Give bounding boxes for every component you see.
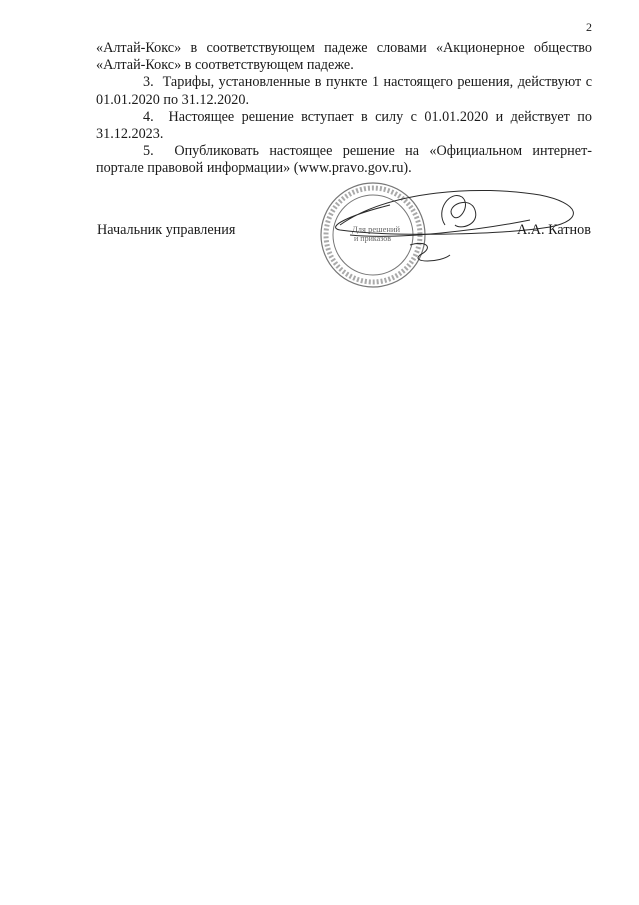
stamp-text-line-2: и приказов [354,234,392,243]
page-number: 2 [586,20,592,34]
document-body [96,40,592,178]
paragraph-continuation-line-1: «Алтай-Кокс» в соответствующем падеже словами «Акционерное общество [96,40,592,56]
paragraph-4: 4. Настоящее решение вступает в силу с 01.01.2020 и действует по 31.12.2023. [96,108,592,143]
signatory-position: Начальник управления [97,222,236,238]
paragraph-5: 5. Опубликовать настоящее решение на «Официальном интернет-портале правовой информации» (www.pravo.gov.ru). [96,143,592,177]
paragraph-3: 3. Тарифы, установленные в пункте 1 настоящего решения, действуют с 01.01.2020 по 31.12.2020. [96,74,592,108]
signatory-name: А.А. Катнов [517,222,591,238]
paragraph-continuation-line-2: «Алтай-Кокс» в соответствующем падеже. [96,57,354,74]
stamp-text-line-1: Для решений [352,224,401,234]
